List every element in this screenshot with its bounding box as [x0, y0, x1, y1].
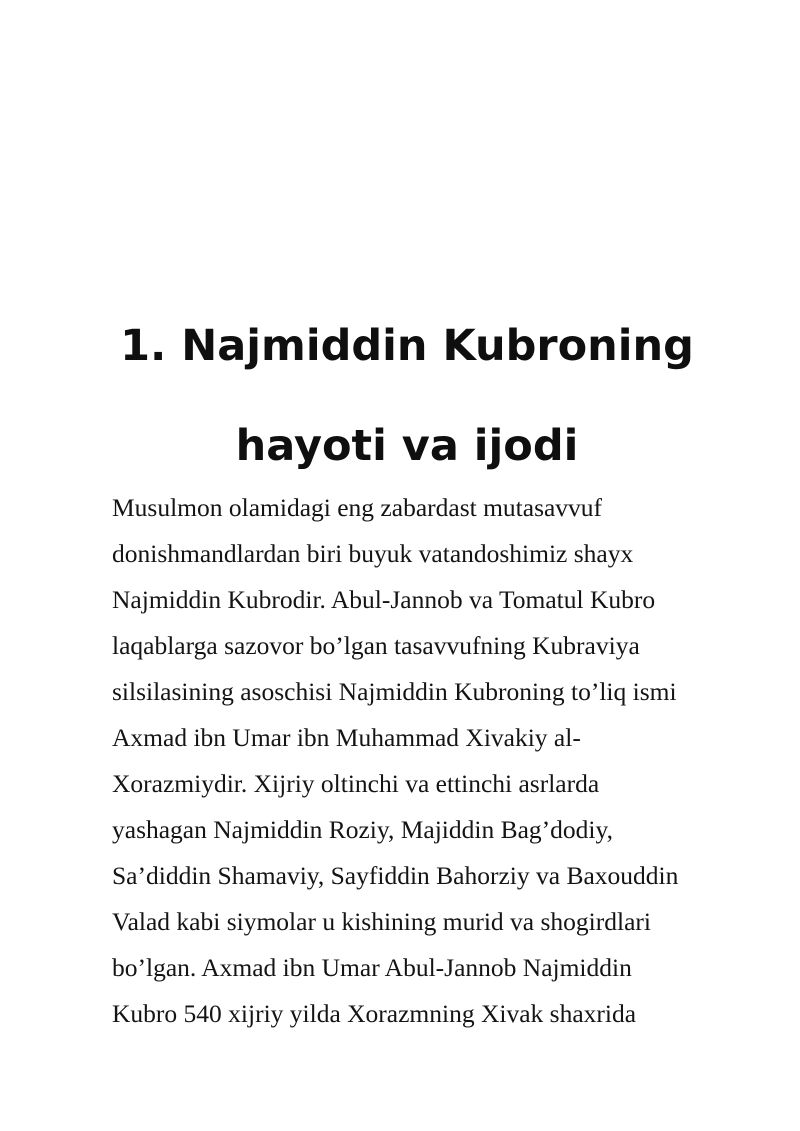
paragraph-line: silsilasining asoschisi Najmiddin Kubroning to’liq ismi [112, 677, 677, 706]
paragraph-line: Sa’diddin Shamaviy, Sayfiddin Bahorziy va Baxouddin [112, 861, 679, 890]
paragraph-line: yashagan Najmiddin Roziy, Majiddin Bag’dodiy, [112, 815, 613, 844]
paragraph-line: Kubro 540 xijriy yilda Xorazmning Xivak shaxrida [112, 999, 637, 1028]
chapter-heading [60, 296, 754, 496]
paragraph-line: Xorazmiydir. Xijriy oltinchi va ettinchi asrlarda [112, 769, 600, 798]
paragraph-line: donishmandlardan biri buyuk vatandoshimiz shayx [112, 539, 634, 568]
paragraph-line: Axmad ibn Umar ibn Muhammad Xivakiy al- [112, 723, 581, 752]
paragraph-line: Musulmon olamidagi eng zabardast mutasavvuf [112, 493, 603, 522]
paragraph-line: bo’lgan. Axmad ibn Umar Abul-Jannob Najmiddin [112, 953, 632, 982]
heading-line: hayoti va ijodi [235, 421, 579, 471]
paragraph-line: laqablarga sazovor bo’lgan tasavvufning Kubraviya [112, 631, 640, 660]
paragraph-line: Valad kabi siymolar u kishining murid va shogirdlari [112, 907, 651, 936]
heading-line: 1. Najmiddin Kubroning [120, 321, 694, 371]
body-paragraph [112, 485, 712, 1037]
paragraph-line: Najmiddin Kubrodir. Abul-Jannob va Tomatul Kubro [112, 585, 656, 614]
